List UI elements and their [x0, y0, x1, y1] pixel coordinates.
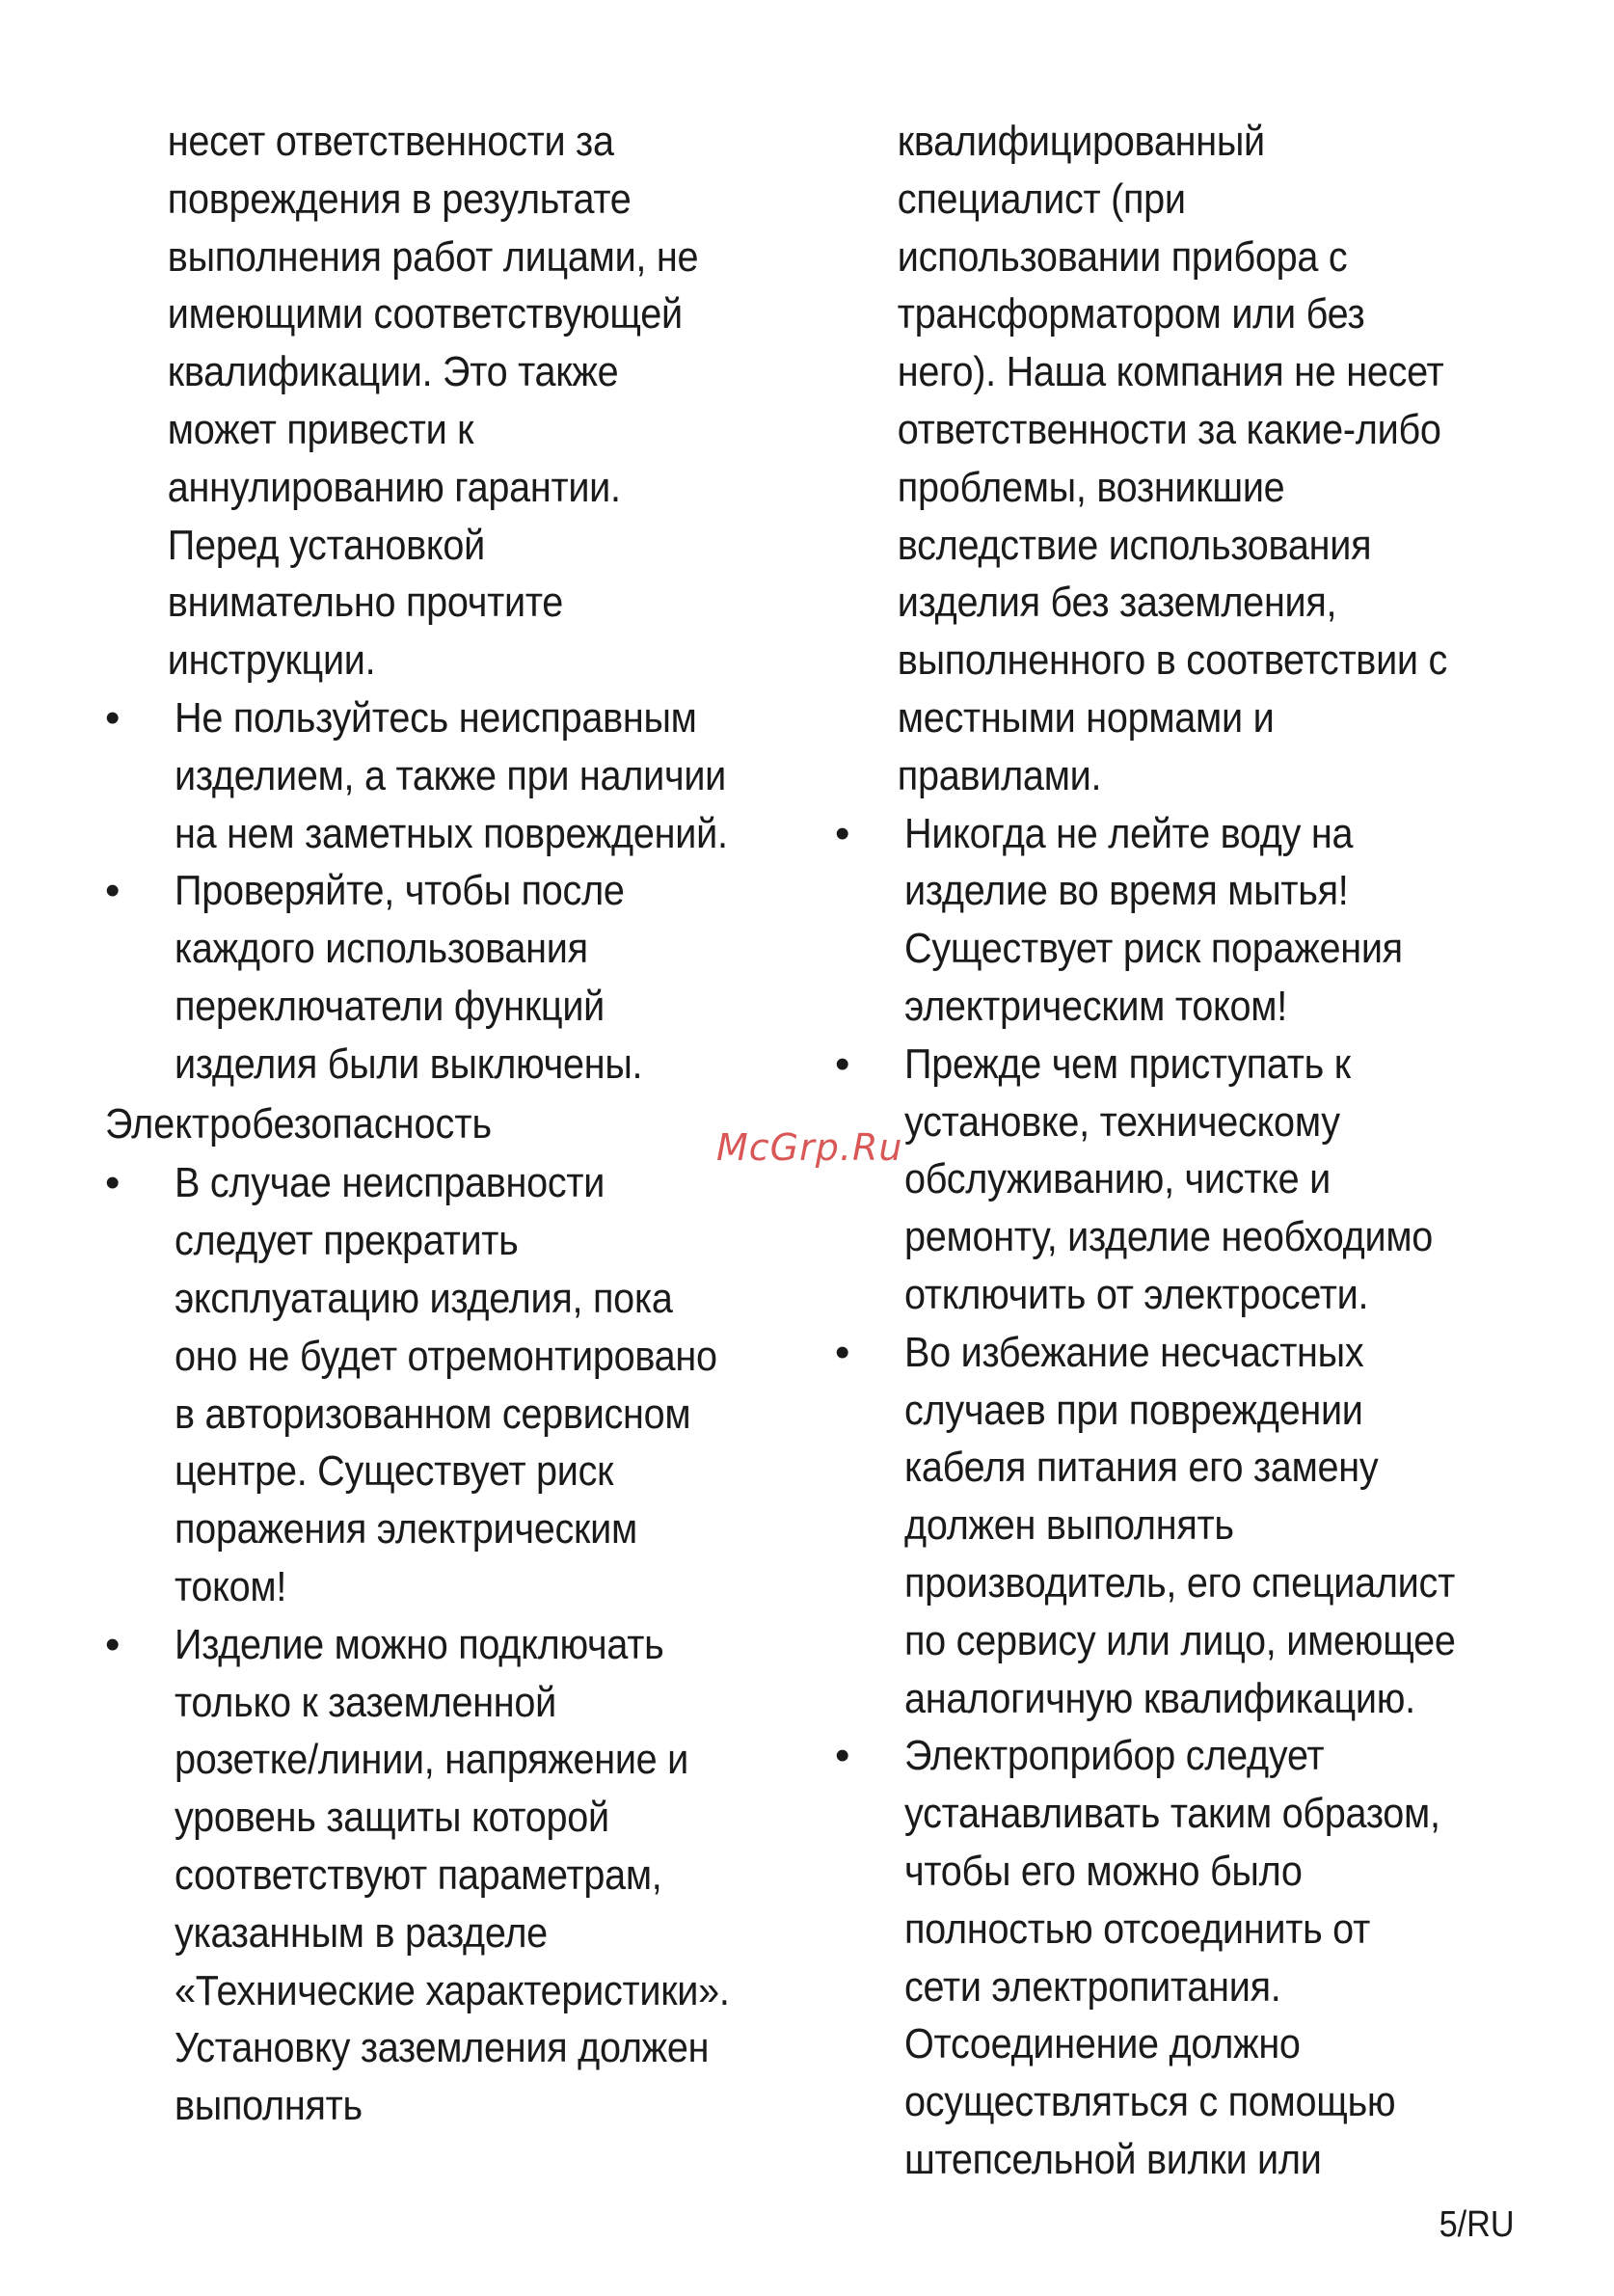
list-item-text: Электроприбор следует устанавливать таким образом, чтобы его можно было полностью отсоединить от сети электропитания. Отсоединение должно осуществляться с помощью штепсельной вилки или	[904, 1732, 1440, 2183]
list-item-text: Во избежание несчастных случаев при повреждении кабеля питания его замену должен выполнять производитель, его специалист по сервису или лицо, имеющее аналогичную квалификацию.	[904, 1328, 1456, 1722]
page-number: 5/RU	[1439, 2204, 1515, 2245]
bullet-icon: •	[835, 809, 850, 857]
list-item-text: Не пользуйтесь неисправным изделием, а также при наличии на нем заметных повреждений.	[175, 693, 728, 857]
continuation-paragraph: квалифицированный специалист (при использовании прибора с трансформатором или без него). Наша компания не несет ответственности за какие-либо проблемы, возникшие вследствие использования изделия без заземления, выполненного в соответствии с местными нормами и правилами.	[897, 118, 1448, 799]
list-item	[105, 1616, 799, 2135]
section-heading: Электробезопасность	[105, 1099, 493, 1148]
bullet-icon: •	[105, 867, 121, 915]
list-item	[835, 1036, 1529, 1324]
list-item	[835, 1727, 1529, 2188]
list-item	[835, 805, 1529, 1036]
bullet-icon: •	[105, 693, 121, 742]
bullet-icon: •	[105, 1620, 121, 1668]
list-item-text: Проверяйте, чтобы после каждого использования переключатели функций изделия были выключены.	[175, 867, 643, 1088]
bullet-icon: •	[835, 1328, 850, 1376]
left-column	[105, 113, 799, 2135]
bullet-icon: •	[105, 1159, 121, 1207]
bullet-icon: •	[835, 1732, 850, 1780]
list-item-text: Изделие можно подключать только к заземленной розетке/линии, напряжение и уровень защиты которой соответствуют параметрам, указанным в разделе «Технические характеристики». Установку заземления должен выполнять	[175, 1620, 730, 2130]
list-item-text: В случае неисправности следует прекратить эксплуатацию изделия, пока оно не будет отремонтировано в авторизованном сервисном центре. Существует риск поражения электрическим током!	[175, 1159, 717, 1610]
list-item-text: Прежде чем приступать к установке, техническому обслуживанию, чистке и ремонту, изделие необходимо отключить от электросети.	[904, 1040, 1434, 1318]
right-column	[835, 113, 1529, 2189]
bullet-icon: •	[835, 1040, 850, 1088]
list-item	[835, 1324, 1529, 1728]
watermark: McGrp.Ru	[716, 1126, 903, 1169]
list-item-text: Никогда не лейте воду на изделие во время мытья! Существует риск поражения электрическим током!	[904, 809, 1403, 1030]
intro-paragraph: несет ответственности за повреждения в результате выполнения работ лицами, не имеющими соответствующей квалификации. Это также может привести к аннулированию гарантии. Перед установкой внимательно прочтите инструкции.	[167, 118, 699, 685]
list-item	[105, 689, 799, 862]
list-item	[105, 1154, 799, 1615]
list-item	[105, 862, 799, 1093]
